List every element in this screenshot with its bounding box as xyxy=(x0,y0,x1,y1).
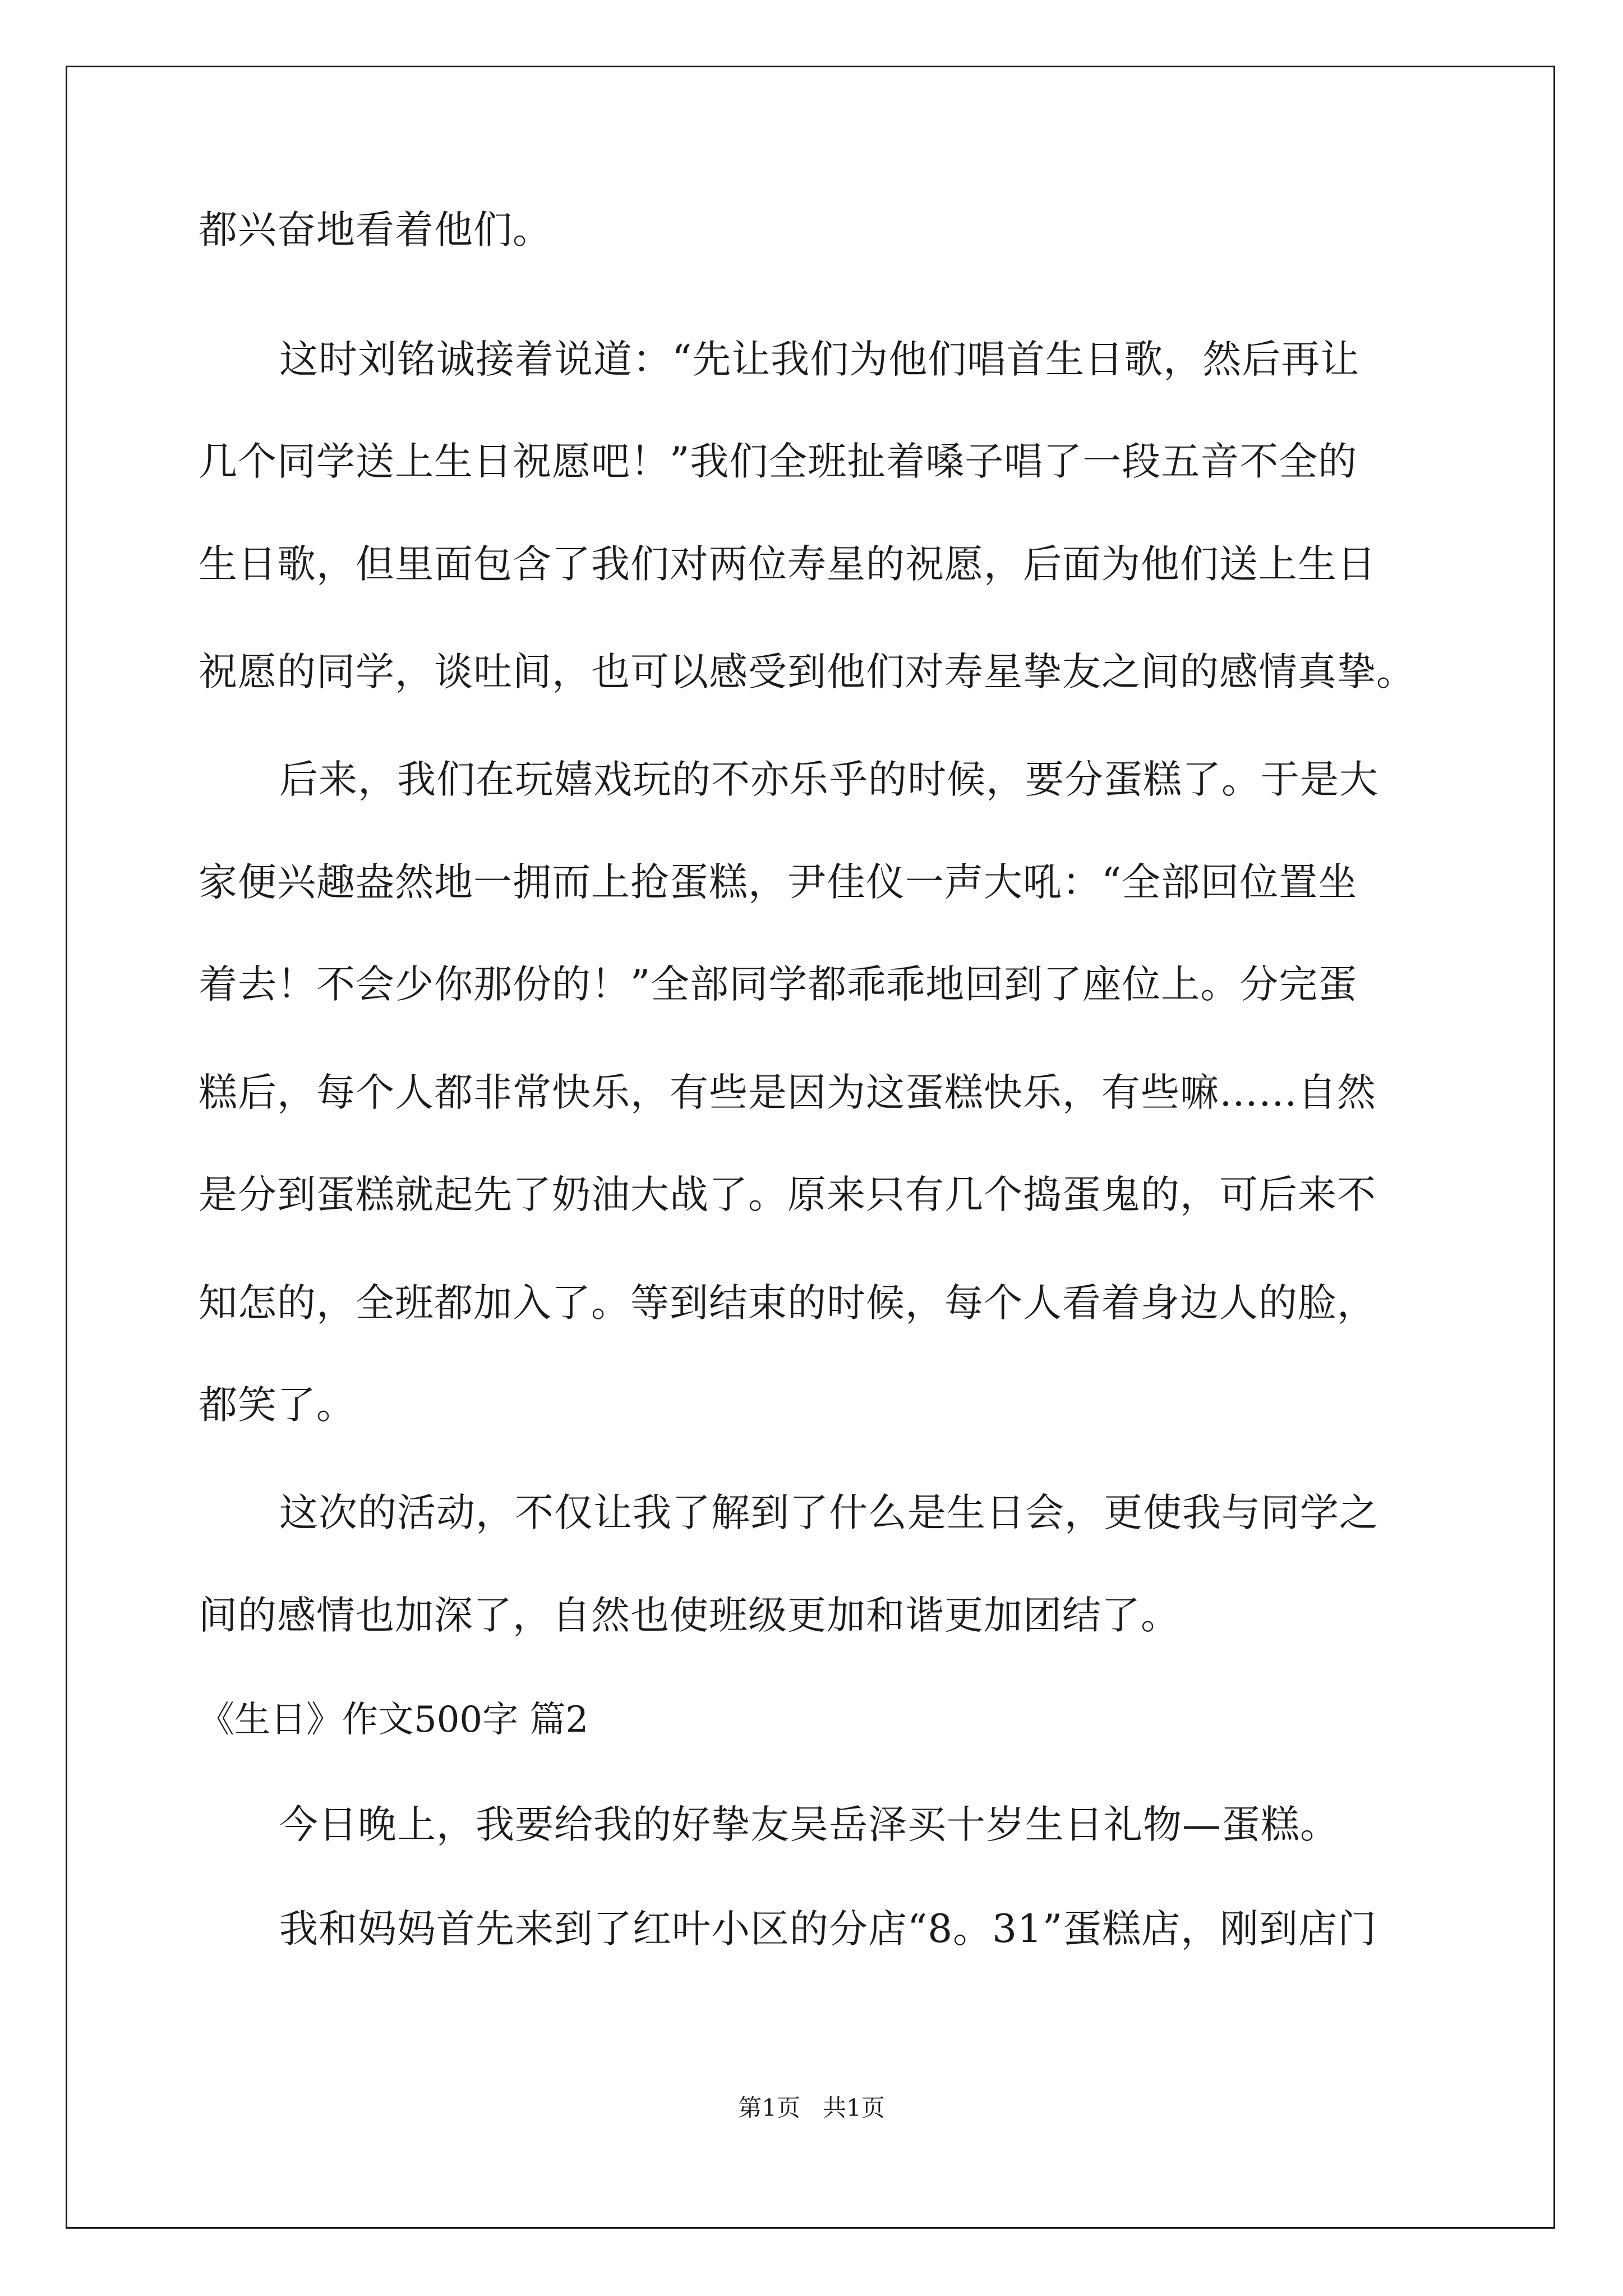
page-footer: 第1页 共1页 xyxy=(738,2094,885,2122)
text-line: 祝愿的同学，谈吐间，也可以感受到他们对寿星挚友之间的感情真挚。 xyxy=(199,650,1415,694)
text-line: 家便兴趣盎然地一拥而上抢蛋糕，尹佳仪一声大吼：“全部回位置坐 xyxy=(199,860,1358,905)
text-line: 知怎的，全班都加入了。等到结束的时候，每个人看着身边人的脸， xyxy=(199,1281,1376,1326)
text-line: 着去！不会少你那份的！”全部同学都乖乖地回到了座位上。分完蛋 xyxy=(199,962,1358,1007)
paragraph-start-line: 今日晚上，我要给我的好挚友吴岳泽买十岁生日礼物—蛋糕。 xyxy=(279,1802,1339,1847)
text-line: 是分到蛋糕就起先了奶油大战了。原来只有几个捣蛋鬼的，可后来不 xyxy=(199,1172,1376,1217)
section-heading: 《生日》作文500字 篇2 xyxy=(199,1699,589,1741)
text-line: 几个同学送上生日祝愿吧！”我们全班扯着嗓子唱了一段五音不全的 xyxy=(199,439,1358,484)
paragraph-start-line: 这时刘铭诚接着说道：“先让我们为他们唱首生日歌，然后再让 xyxy=(279,337,1360,382)
paragraph-start-line: 我和妈妈首先来到了红叶小区的分店“8。31”蛋糕店，刚到店门 xyxy=(279,1907,1377,1952)
text-line: 都兴奋地看着他们。 xyxy=(199,208,552,252)
paragraph-start-line: 这次的活动，不仅让我了解到了什么是生日会，更使我与同学之 xyxy=(279,1490,1378,1535)
text-line: 糕后，每个人都非常快乐，有些是因为这蛋糕快乐，有些嘛……自然 xyxy=(199,1070,1376,1115)
text-line: 都笑了。 xyxy=(199,1383,356,1428)
paragraph-start-line: 后来，我们在玩嬉戏玩的不亦乐乎的时候，要分蛋糕了。于是大 xyxy=(279,757,1378,802)
text-line: 间的感情也加深了，自然也使班级更加和谐更加团结了。 xyxy=(199,1593,1180,1638)
text-line: 生日歌，但里面包含了我们对两位寿星的祝愿，后面为他们送上生日 xyxy=(199,542,1376,587)
